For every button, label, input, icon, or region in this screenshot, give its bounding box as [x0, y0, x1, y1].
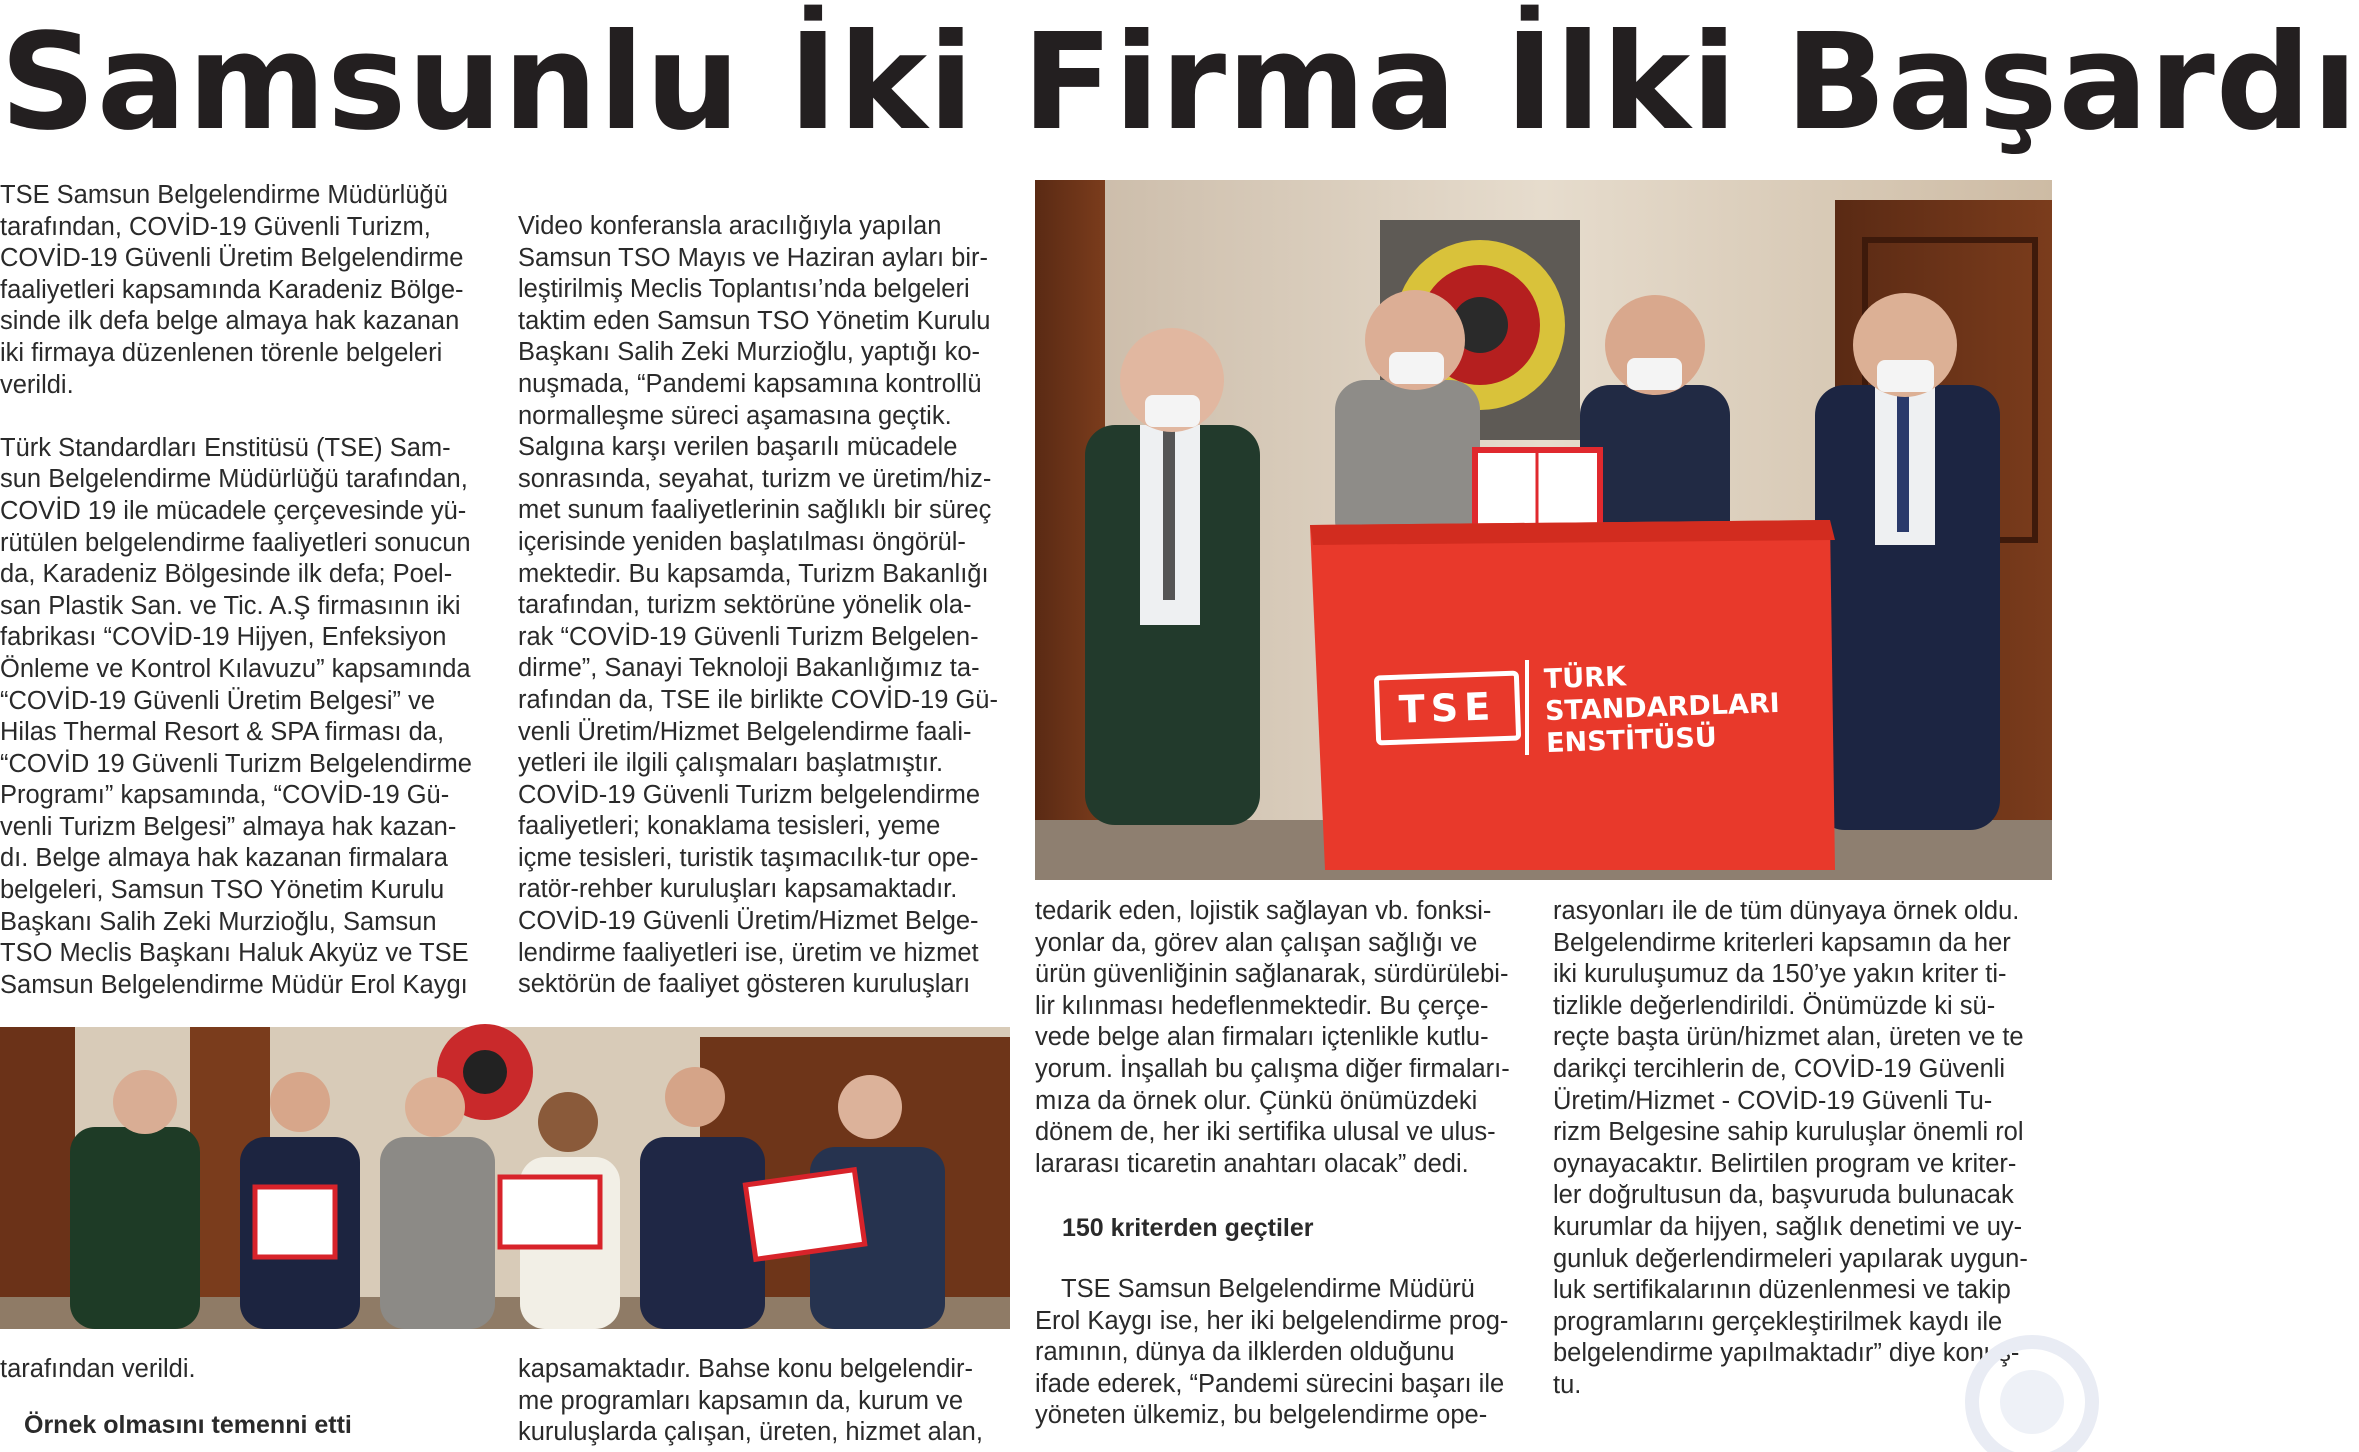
column-3-text-2: TSE Samsun Belgelendirme Müdürü Erol Kaygı ise, her iki belgelendirme prog- ramının, dünya da ilklerden olduğunu ifade ederek, “Pandemi sürecini başarı ile yöneten ülkemiz, bu belgelendirme ope-	[1035, 1275, 1509, 1430]
decorative-circles	[1912, 1292, 2052, 1452]
second-photo	[0, 1027, 1010, 1329]
flag-line-2: STANDARDLARI	[1544, 687, 1781, 728]
headline: Samsunlu İki Firma İlki Başardı	[0, 6, 2359, 160]
column-3-text: tedarik eden, lojistik sağlayan vb. fonksi- yonlar da, görev alan çalışan sağlığı ve ürün güvenliğinin sağlanarak, sürdürülebi- lir kılınması hedeflenmektedir. Bu çerçe- vede belge alan firmaları içtenlikle kutlu- yorum. İnşallah bu çalışma diğer firmaları- mıza da örnek olur. Çünkü önümüzdeki dönem de, her iki sertifika ulusal ve ulus- lararası ticaretin anahtarı olacak” dedi.	[1035, 897, 1510, 1178]
column-2-text: Video konferansla aracılığıyla yapılan Samsun TSO Mayıs ve Haziran ayları bir- leştirilmiş Meclis Toplantısı’nda belgeleri taktim eden Samsun TSO Yönetim Kurulu Başkanı Salih Zeki Murzioğlu, yaptığı ko- nuşmada, “Pandemi kapsamına kontrollü normalleşme süreci aşamasına geçtik. Salgına karşı verilen başarılı mücadele sonrasında, seyahat, turizm ve üretim/hiz- met sunum faaliyetlerinin sağlıklı bir süreç içerisinde yeniden başlatılması öngörül- mektedir. Bu kapsamda, Turizm Bakanlığı tarafından, turizm sektörüne yönelik ola- rak “COVİD-19 Güvenli Turizm Belgelen- dirme”, Sanayi Teknoloji Bakanlığımız ta- rafından da, TSE ile birlikte COVİD-19 Gü- venli Üretim/Hizmet Belgelendirme faali- yetleri ile ilgili çalışmaları başlatmıştır. COVİD-19 Güvenli Turizm belgelendirme faaliyetleri; konaklama tesisleri, yeme içme tesisleri, turistik taşımacılık-tur ope- ratör-rehber kuruluşları kapsamaktadır. COVİD-19 Güvenli Üretim/Hizmet Belge- lendirme faaliyetleri ise, üretim ve hizmet sektörün de faaliyet gösteren kuruluşları	[518, 212, 998, 999]
column-1-text: TSE Samsun Belgelendirme Müdürlüğü tarafından, COVİD-19 Güvenli Turizm, COVİD-19 Güvenli Üretim Belgelendirme faaliyetleri kapsamında Karadeniz Bölge- sinde ilk defa belge almaya hak kazanan iki firmaya düzenlenen törenle belgeleri verildi. Türk Standardları Enstitüsü (TSE) Sam- sun Belgelendirme Müdürlüğü tarafından, COVİD 19 ile mücadele çerçevesinde yü- rütülen belgelendirme faaliyetleri sonucun da, Karadeniz Bölgesinde ilk defa; Poel- san Plastik San. ve Tic. A.Ş firmasının iki fabrikası “COVİD-19 Hijyen, Enfeksiyon Önleme ve Kontrol Kılavuzu” kapsamında “COVİD-19 Güvenli Üretim Belgesi” ve Hilas Thermal Resort & SPA firması da, “COVİD 19 Güvenli Turizm Belgelendirme Programı” kapsamında, “COVİD-19 Gü- venli Turizm Belgesi” almaya hak kazan- dı. Belge almaya hak kazanan firmalara belgeleri, Samsun TSO Yönetim Kurulu Başkanı Salih Zeki Murzioğlu, Samsun TSO Meclis Başkanı Haluk Akyüz ve TSE Samsun Belgelendirme Müdür Erol Kaygı	[0, 181, 472, 999]
subheading-ornek: Örnek olmasını temenni etti	[24, 1411, 352, 1439]
column-2-bottom-text: kapsamaktadır. Bahse konu belgelendir- me programları kapsamın da, kurum ve kuruluşlarda çalışan, üreten, hizmet alan,	[518, 1355, 983, 1447]
main-photo	[1035, 180, 2052, 880]
flag-text	[1543, 656, 1781, 760]
column-1-bottom-text: tarafından verildi.	[0, 1355, 196, 1383]
subheading-150-kriter: 150 kriterden geçtiler	[1062, 1214, 1314, 1242]
column-4-text: rasyonları ile de tüm dünyaya örnek oldu. Belgelendirme kriterleri kapsamın da her iki kuruluşumuz da 150’ye yakın kriter ti- tizlikle değerlendirildi. Önümüzde ki sü- reçte başta ürün/hizmet alan, üreten ve te darikçi tercihlerin de, COVİD-19 Güvenli Üretim/Hizmet - COVİD-19 Güvenli Tu- rizm Belgesine sahip kuruluşlar önemli rol oynayacaktır. Belirtilen program ve kriter- ler doğrultusun da, başvuruda bulunacak kurumlar da hijyen, sağlık denetimi ve uy- gunluk değerlendirmeleri yapılarak uygun- luk sertifikalarının düzenlenmesi ve takip programlarını gerçekleştirilmek kaydı ile belgelendirme yapılmaktadır” diye konuş- tu.	[1553, 897, 2028, 1399]
flag-line-3: ENSTİTÜSÜ	[1545, 722, 1718, 760]
flag-logo: TSE	[1374, 670, 1521, 745]
flag-line-1: TÜRK	[1543, 661, 1627, 696]
